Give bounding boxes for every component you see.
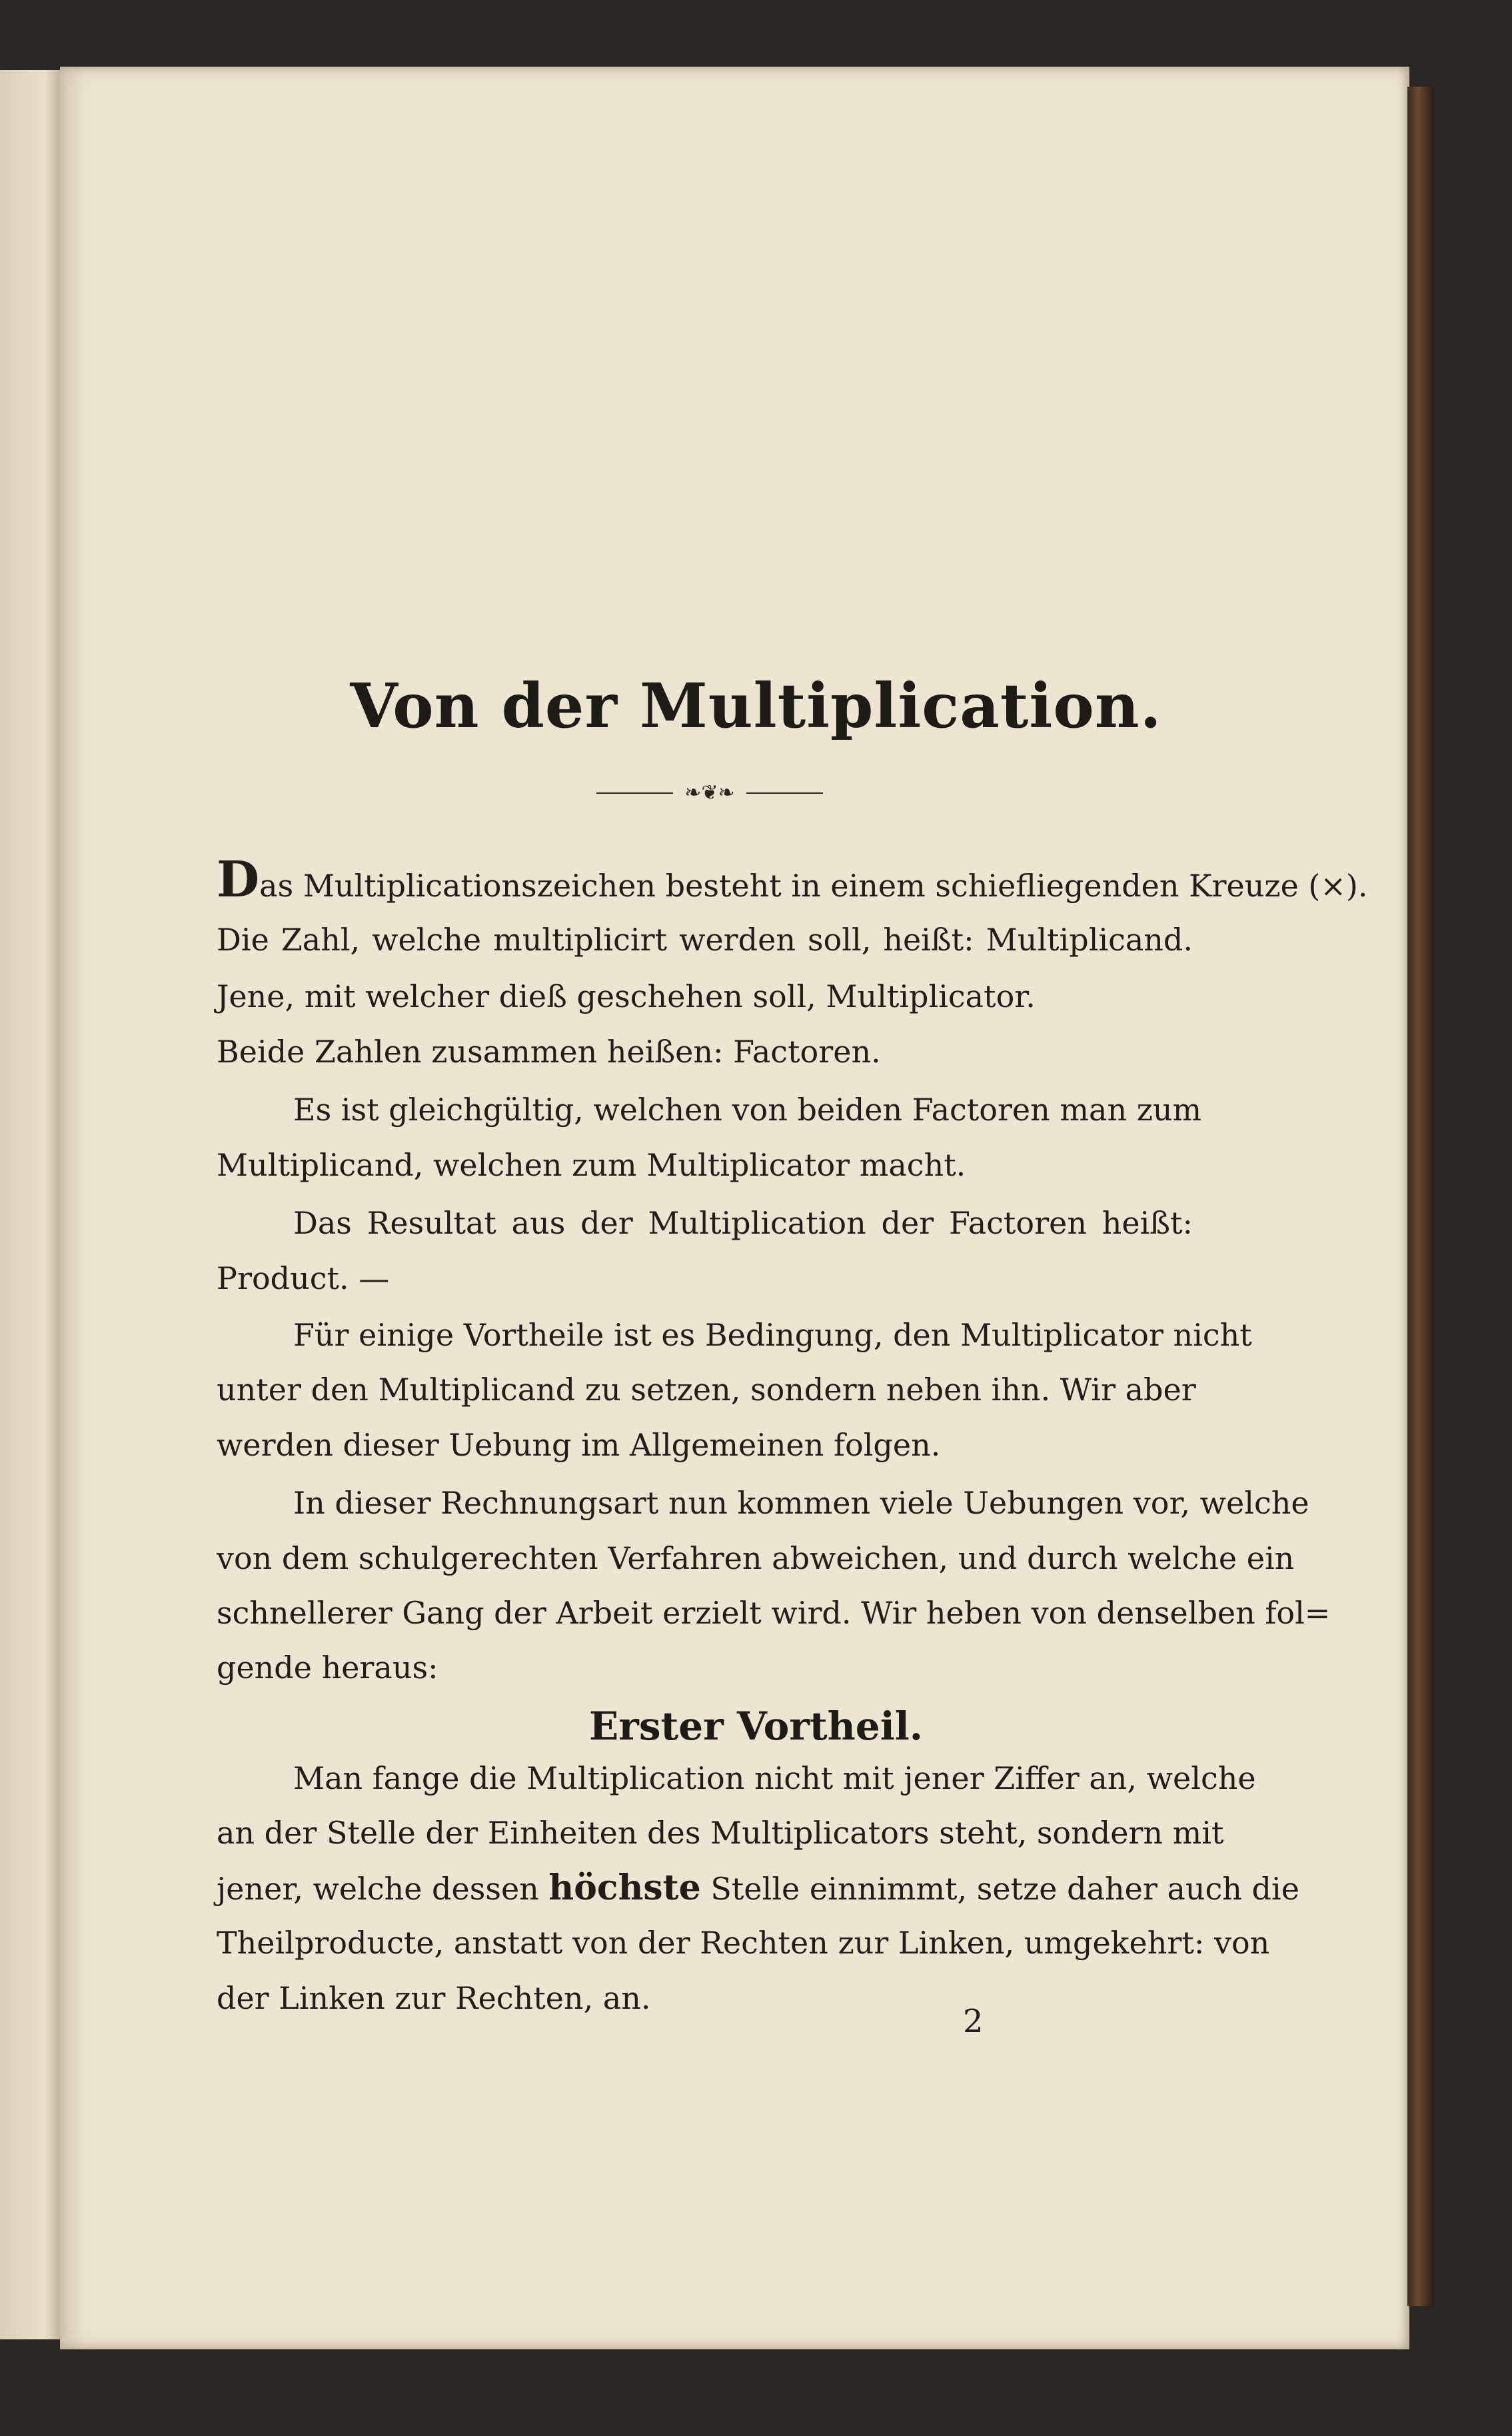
line-text: Die Zahl, welche multiplicirt werden soll, heißt: Multiplicand. xyxy=(217,922,1193,958)
emphasis-text: höchste xyxy=(548,1867,701,1908)
book-cover-edge xyxy=(1407,87,1434,2306)
title-ornament xyxy=(596,780,823,806)
ornament-rule-right xyxy=(746,792,823,794)
facing-page-edge xyxy=(0,70,63,2339)
line-text: Man fange die Multiplication nicht mit jener Ziffer an, welche xyxy=(293,1760,1256,1796)
line-text: Product. — xyxy=(217,1260,390,1296)
text-line xyxy=(217,1538,1295,1578)
ornament-rule-left xyxy=(596,792,673,794)
text-line xyxy=(217,976,1193,1016)
text-line xyxy=(217,1032,1193,1072)
text-line xyxy=(217,1258,1193,1298)
ornament-flourish-icon: ❧❦❧ xyxy=(684,781,735,804)
text-line xyxy=(217,851,1368,908)
line-text: In dieser Rechnungsart nun kommen viele Uebungen vor, welche xyxy=(293,1485,1309,1521)
line-text: Stelle einnimmt, setze daher auch die xyxy=(710,1871,1299,1907)
text-line xyxy=(217,1923,1270,1963)
line-text: schnellerer Gang der Arbeit erzielt wird. Wir heben von denselben fol= xyxy=(217,1595,1331,1631)
text-line xyxy=(217,1425,1193,1465)
line-text: Multiplicand, welchen zum Multiplicator macht. xyxy=(217,1147,966,1183)
text-line xyxy=(217,920,1193,960)
line-text: Beide Zahlen zusammen heißen: Factoren. xyxy=(217,1034,881,1070)
line-text: werden dieser Uebung im Allgemeinen folgen. xyxy=(217,1427,941,1463)
line-text: Jene, mit welcher dieß geschehen soll, Multiplicator. xyxy=(217,978,1036,1014)
line-text: an der Stelle der Einheiten des Multiplicators steht, sondern mit xyxy=(217,1815,1224,1851)
text-line xyxy=(217,1593,1331,1633)
text-line xyxy=(293,1090,1202,1130)
line-text: von dem schulgerechten Verfahren abweichen, und durch welche ein xyxy=(217,1540,1295,1576)
text-line xyxy=(217,1648,1193,1688)
drop-initial: D xyxy=(217,851,260,908)
text-line xyxy=(293,1483,1309,1523)
text-line xyxy=(217,1867,1299,1909)
line-text: Das Resultat aus der Multiplication der Factoren heißt: xyxy=(293,1205,1193,1241)
line-text: Theilproducte, anstatt von der Rechten zur Linken, umgekehrt: von xyxy=(217,1925,1270,1961)
page-number: 2 xyxy=(963,2003,984,2040)
page-title: Von der Multiplication. xyxy=(350,670,1162,742)
text-line xyxy=(293,1203,1193,1243)
text-line xyxy=(217,1813,1224,1853)
line-text: Für einige Vortheile ist es Bedingung, den Multiplicator nicht xyxy=(293,1317,1252,1353)
show-through-texture xyxy=(220,373,1219,407)
text-line xyxy=(217,1370,1196,1410)
section-heading: Erster Vortheil. xyxy=(589,1704,923,1749)
line-text: gende heraus: xyxy=(217,1650,438,1686)
text-line xyxy=(217,1145,1193,1185)
line-text: Es ist gleichgültig, welchen von beiden Factoren man zum xyxy=(293,1092,1202,1128)
text-line xyxy=(293,1315,1252,1355)
line-text: unter den Multiplicand zu setzen, sondern neben ihn. Wir aber xyxy=(217,1372,1196,1408)
line-text: as Multiplicationszeichen besteht in einem schiefliegenden Kreuze (×). xyxy=(259,868,1368,904)
line-text: jener, welche dessen xyxy=(217,1871,539,1907)
text-line xyxy=(293,1758,1256,1798)
line-text: der Linken zur Rechten, an. xyxy=(217,1980,651,2016)
text-line xyxy=(217,1978,1193,2018)
